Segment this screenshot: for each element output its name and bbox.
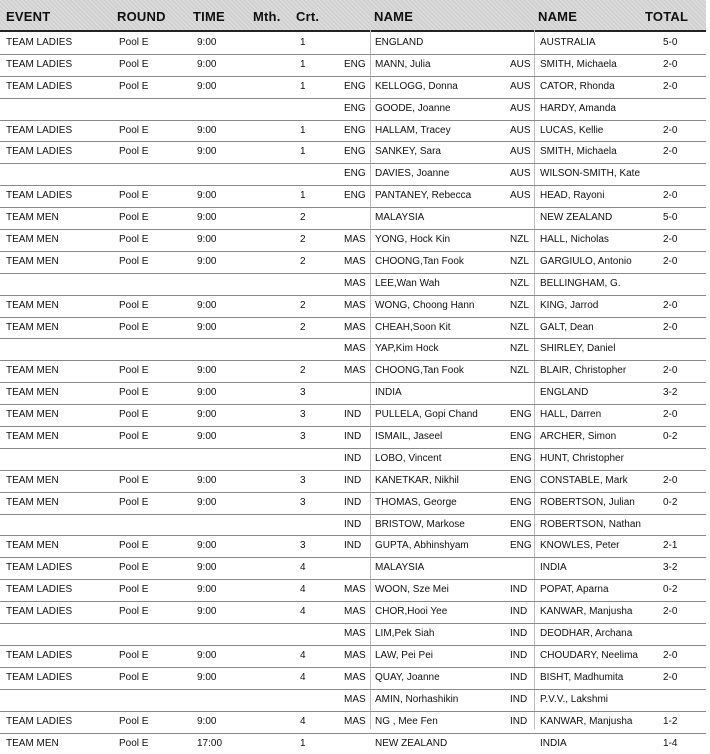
time-cell: 9:00 bbox=[197, 540, 216, 551]
round-cell: Pool E bbox=[119, 256, 148, 267]
country-code-2: NZL bbox=[510, 365, 529, 376]
court-cell: 1 bbox=[300, 146, 306, 157]
court-cell: 2 bbox=[300, 322, 306, 333]
total-cell: 0-2 bbox=[663, 497, 677, 508]
player-name-1: NEW ZEALAND bbox=[375, 738, 447, 749]
event-cell: TEAM MEN bbox=[6, 212, 59, 223]
country-code-1: ENG bbox=[344, 146, 366, 157]
event-cell: TEAM MEN bbox=[6, 409, 59, 420]
round-cell: Pool E bbox=[119, 672, 148, 683]
total-cell: 0-2 bbox=[663, 584, 677, 595]
player-name-2: NEW ZEALAND bbox=[540, 212, 612, 223]
table-row bbox=[0, 296, 706, 318]
country-code-1: MAS bbox=[344, 694, 366, 705]
total-cell: 2-0 bbox=[663, 125, 677, 136]
event-cell: TEAM MEN bbox=[6, 365, 59, 376]
time-cell: 9:00 bbox=[197, 146, 216, 157]
header-name-1: NAME bbox=[374, 9, 413, 24]
player-name-1: ENGLAND bbox=[375, 37, 423, 48]
player-name-1: CHOR,Hooi Yee bbox=[375, 606, 447, 617]
round-cell: Pool E bbox=[119, 497, 148, 508]
table-row bbox=[0, 646, 706, 668]
table-row bbox=[0, 318, 706, 340]
court-cell: 4 bbox=[300, 562, 306, 573]
header-court: Crt. bbox=[296, 9, 319, 24]
event-cell: TEAM MEN bbox=[6, 256, 59, 267]
player-name-1: CHOONG,Tan Fook bbox=[375, 365, 464, 376]
country-code-2: NZL bbox=[510, 322, 529, 333]
court-cell: 3 bbox=[300, 431, 306, 442]
table-row bbox=[0, 690, 706, 712]
player-name-1: KANETKAR, Nikhil bbox=[375, 475, 459, 486]
player-name-1: MANN, Julia bbox=[375, 59, 431, 70]
time-cell: 9:00 bbox=[197, 584, 216, 595]
round-cell: Pool E bbox=[119, 190, 148, 201]
event-cell: TEAM LADIES bbox=[6, 584, 72, 595]
player-name-1: MALAYSIA bbox=[375, 212, 424, 223]
player-name-1: WOON, Sze Mei bbox=[375, 584, 449, 595]
table-row bbox=[0, 668, 706, 690]
total-cell: 2-0 bbox=[663, 409, 677, 420]
round-cell: Pool E bbox=[119, 387, 148, 398]
round-cell: Pool E bbox=[119, 716, 148, 727]
player-name-1: CHEAH,Soon Kit bbox=[375, 322, 451, 333]
header-event: EVENT bbox=[6, 9, 50, 24]
table-row bbox=[0, 471, 706, 493]
country-code-2: AUS bbox=[510, 125, 531, 136]
country-code-1: MAS bbox=[344, 628, 366, 639]
player-name-2: POPAT, Aparna bbox=[540, 584, 609, 595]
table-row bbox=[0, 361, 706, 383]
round-cell: Pool E bbox=[119, 81, 148, 92]
time-cell: 9:00 bbox=[197, 190, 216, 201]
round-cell: Pool E bbox=[119, 650, 148, 661]
player-name-1: KELLOGG, Donna bbox=[375, 81, 458, 92]
court-cell: 1 bbox=[300, 738, 306, 749]
table-row bbox=[0, 536, 706, 558]
player-name-2: HEAD, Rayoni bbox=[540, 190, 604, 201]
time-cell: 9:00 bbox=[197, 716, 216, 727]
country-code-2: NZL bbox=[510, 300, 529, 311]
total-cell: 2-1 bbox=[663, 540, 677, 551]
court-cell: 3 bbox=[300, 475, 306, 486]
round-cell: Pool E bbox=[119, 322, 148, 333]
player-name-2: WILSON-SMITH, Kate bbox=[540, 168, 640, 179]
header-total: TOTAL bbox=[645, 9, 688, 24]
table-row bbox=[0, 208, 706, 230]
country-code-1: MAS bbox=[344, 606, 366, 617]
country-code-2: ENG bbox=[510, 453, 532, 464]
time-cell: 9:00 bbox=[197, 125, 216, 136]
event-cell: TEAM LADIES bbox=[6, 650, 72, 661]
event-cell: TEAM LADIES bbox=[6, 716, 72, 727]
player-name-1: CHOONG,Tan Fook bbox=[375, 256, 464, 267]
event-cell: TEAM MEN bbox=[6, 497, 59, 508]
table-row bbox=[0, 252, 706, 274]
table-row bbox=[0, 712, 706, 734]
header-match: Mth. bbox=[253, 9, 281, 24]
round-cell: Pool E bbox=[119, 59, 148, 70]
table-row bbox=[0, 427, 706, 449]
round-cell: Pool E bbox=[119, 300, 148, 311]
player-name-1: GOODE, Joanne bbox=[375, 103, 451, 114]
event-cell: TEAM LADIES bbox=[6, 606, 72, 617]
country-code-2: AUS bbox=[510, 59, 531, 70]
round-cell: Pool E bbox=[119, 606, 148, 617]
player-name-1: QUAY, Joanne bbox=[375, 672, 440, 683]
event-cell: TEAM LADIES bbox=[6, 672, 72, 683]
total-cell: 2-0 bbox=[663, 146, 677, 157]
round-cell: Pool E bbox=[119, 584, 148, 595]
time-cell: 9:00 bbox=[197, 300, 216, 311]
player-name-2: DEODHAR, Archana bbox=[540, 628, 632, 639]
court-cell: 4 bbox=[300, 716, 306, 727]
event-cell: TEAM MEN bbox=[6, 540, 59, 551]
event-cell: TEAM MEN bbox=[6, 300, 59, 311]
player-name-1: LOBO, Vincent bbox=[375, 453, 442, 464]
country-code-2: IND bbox=[510, 650, 527, 661]
results-table bbox=[0, 33, 706, 754]
player-name-2: BLAIR, Christopher bbox=[540, 365, 626, 376]
player-name-2: GALT, Dean bbox=[540, 322, 594, 333]
player-name-2: ROBERTSON, Julian bbox=[540, 497, 635, 508]
player-name-2: CATOR, Rhonda bbox=[540, 81, 615, 92]
time-cell: 9:00 bbox=[197, 59, 216, 70]
player-name-1: GUPTA, Abhinshyam bbox=[375, 540, 469, 551]
table-row bbox=[0, 515, 706, 537]
player-name-2: P.V.V., Lakshmi bbox=[540, 694, 608, 705]
total-cell: 2-0 bbox=[663, 672, 677, 683]
court-cell: 2 bbox=[300, 256, 306, 267]
player-name-2: HUNT, Christopher bbox=[540, 453, 624, 464]
table-row bbox=[0, 624, 706, 646]
table-row bbox=[0, 383, 706, 405]
country-code-2: AUS bbox=[510, 81, 531, 92]
country-code-2: ENG bbox=[510, 431, 532, 442]
table-row bbox=[0, 274, 706, 296]
round-cell: Pool E bbox=[119, 409, 148, 420]
player-name-1: PULLELA, Gopi Chand bbox=[375, 409, 478, 420]
table-row bbox=[0, 405, 706, 427]
country-code-1: IND bbox=[344, 453, 361, 464]
country-code-1: MAS bbox=[344, 256, 366, 267]
country-code-2: NZL bbox=[510, 234, 529, 245]
player-name-1: LIM,Pek Siah bbox=[375, 628, 434, 639]
total-cell: 2-0 bbox=[663, 59, 677, 70]
court-cell: 1 bbox=[300, 81, 306, 92]
court-cell: 2 bbox=[300, 300, 306, 311]
player-name-1: AMIN, Norhashikin bbox=[375, 694, 458, 705]
time-cell: 9:00 bbox=[197, 475, 216, 486]
total-cell: 3-2 bbox=[663, 562, 677, 573]
country-code-1: IND bbox=[344, 431, 361, 442]
country-code-1: IND bbox=[344, 475, 361, 486]
time-cell: 9:00 bbox=[197, 234, 216, 245]
player-name-2: AUSTRALIA bbox=[540, 37, 596, 48]
round-cell: Pool E bbox=[119, 212, 148, 223]
country-code-2: NZL bbox=[510, 278, 529, 289]
table-row bbox=[0, 186, 706, 208]
total-cell: 2-0 bbox=[663, 81, 677, 92]
round-cell: Pool E bbox=[119, 540, 148, 551]
player-name-2: GARGIULO, Antonio bbox=[540, 256, 632, 267]
round-cell: Pool E bbox=[119, 146, 148, 157]
country-code-1: MAS bbox=[344, 278, 366, 289]
event-cell: TEAM LADIES bbox=[6, 125, 72, 136]
total-cell: 2-0 bbox=[663, 234, 677, 245]
player-name-1: YONG, Hock Kin bbox=[375, 234, 450, 245]
player-name-1: ISMAIL, Jaseel bbox=[375, 431, 442, 442]
player-name-1: WONG, Choong Hann bbox=[375, 300, 475, 311]
country-code-2: IND bbox=[510, 672, 527, 683]
player-name-2: HALL, Darren bbox=[540, 409, 601, 420]
time-cell: 9:00 bbox=[197, 650, 216, 661]
table-row bbox=[0, 230, 706, 252]
total-cell: 2-0 bbox=[663, 300, 677, 311]
player-name-2: BISHT, Madhumita bbox=[540, 672, 623, 683]
country-code-1: ENG bbox=[344, 125, 366, 136]
total-cell: 3-2 bbox=[663, 387, 677, 398]
player-name-1: LEE,Wan Wah bbox=[375, 278, 440, 289]
court-cell: 4 bbox=[300, 672, 306, 683]
table-row bbox=[0, 99, 706, 121]
player-name-1: NG , Mee Fen bbox=[375, 716, 438, 727]
court-cell: 2 bbox=[300, 234, 306, 245]
total-cell: 5-0 bbox=[663, 212, 677, 223]
country-code-2: IND bbox=[510, 628, 527, 639]
player-name-2: KNOWLES, Peter bbox=[540, 540, 619, 551]
table-row bbox=[0, 55, 706, 77]
player-name-1: BRISTOW, Markose bbox=[375, 519, 465, 530]
time-cell: 9:00 bbox=[197, 322, 216, 333]
country-code-1: MAS bbox=[344, 343, 366, 354]
player-name-1: DAVIES, Joanne bbox=[375, 168, 449, 179]
country-code-1: MAS bbox=[344, 322, 366, 333]
player-name-1: INDIA bbox=[375, 387, 402, 398]
round-cell: Pool E bbox=[119, 431, 148, 442]
court-cell: 4 bbox=[300, 650, 306, 661]
table-row bbox=[0, 734, 706, 754]
time-cell: 9:00 bbox=[197, 81, 216, 92]
country-code-2: NZL bbox=[510, 256, 529, 267]
country-code-1: MAS bbox=[344, 365, 366, 376]
total-cell: 1-2 bbox=[663, 716, 677, 727]
event-cell: TEAM LADIES bbox=[6, 146, 72, 157]
country-code-2: IND bbox=[510, 694, 527, 705]
header-round: ROUND bbox=[117, 9, 166, 24]
country-code-1: MAS bbox=[344, 584, 366, 595]
time-cell: 9:00 bbox=[197, 387, 216, 398]
country-code-1: ENG bbox=[344, 81, 366, 92]
time-cell: 9:00 bbox=[197, 365, 216, 376]
time-cell: 17:00 bbox=[197, 738, 222, 749]
court-cell: 3 bbox=[300, 497, 306, 508]
player-name-2: INDIA bbox=[540, 738, 567, 749]
table-row bbox=[0, 602, 706, 624]
court-cell: 1 bbox=[300, 190, 306, 201]
table-row bbox=[0, 558, 706, 580]
country-code-2: ENG bbox=[510, 519, 532, 530]
round-cell: Pool E bbox=[119, 365, 148, 376]
player-name-1: YAP,Kim Hock bbox=[375, 343, 439, 354]
court-cell: 4 bbox=[300, 584, 306, 595]
court-cell: 1 bbox=[300, 59, 306, 70]
country-code-1: IND bbox=[344, 497, 361, 508]
country-code-1: MAS bbox=[344, 234, 366, 245]
country-code-2: ENG bbox=[510, 409, 532, 420]
country-code-2: NZL bbox=[510, 343, 529, 354]
player-name-2: INDIA bbox=[540, 562, 567, 573]
country-code-2: ENG bbox=[510, 540, 532, 551]
court-cell: 3 bbox=[300, 387, 306, 398]
country-code-1: ENG bbox=[344, 190, 366, 201]
player-name-2: SMITH, Michaela bbox=[540, 146, 617, 157]
court-cell: 3 bbox=[300, 540, 306, 551]
court-cell: 1 bbox=[300, 37, 306, 48]
event-cell: TEAM LADIES bbox=[6, 37, 72, 48]
player-name-2: LUCAS, Kellie bbox=[540, 125, 603, 136]
player-name-2: KING, Jarrod bbox=[540, 300, 598, 311]
table-row bbox=[0, 142, 706, 164]
time-cell: 9:00 bbox=[197, 256, 216, 267]
time-cell: 9:00 bbox=[197, 497, 216, 508]
total-cell: 2-0 bbox=[663, 322, 677, 333]
round-cell: Pool E bbox=[119, 37, 148, 48]
table-row bbox=[0, 77, 706, 99]
table-row bbox=[0, 164, 706, 186]
header-name-2: NAME bbox=[538, 9, 577, 24]
country-code-2: IND bbox=[510, 606, 527, 617]
player-name-2: CONSTABLE, Mark bbox=[540, 475, 628, 486]
court-cell: 3 bbox=[300, 409, 306, 420]
table-row bbox=[0, 33, 706, 55]
total-cell: 2-0 bbox=[663, 475, 677, 486]
event-cell: TEAM MEN bbox=[6, 475, 59, 486]
event-cell: TEAM LADIES bbox=[6, 59, 72, 70]
total-cell: 2-0 bbox=[663, 190, 677, 201]
total-cell: 2-0 bbox=[663, 256, 677, 267]
country-code-1: ENG bbox=[344, 59, 366, 70]
time-cell: 9:00 bbox=[197, 672, 216, 683]
country-code-1: IND bbox=[344, 519, 361, 530]
player-name-1: LAW, Pei Pei bbox=[375, 650, 433, 661]
country-code-1: MAS bbox=[344, 300, 366, 311]
player-name-1: PANTANEY, Rebecca bbox=[375, 190, 471, 201]
event-cell: TEAM MEN bbox=[6, 234, 59, 245]
country-code-1: MAS bbox=[344, 716, 366, 727]
court-cell: 4 bbox=[300, 606, 306, 617]
player-name-2: ROBERTSON, Nathan bbox=[540, 519, 641, 530]
player-name-2: SHIRLEY, Daniel bbox=[540, 343, 615, 354]
time-cell: 9:00 bbox=[197, 562, 216, 573]
country-code-2: IND bbox=[510, 716, 527, 727]
event-cell: TEAM LADIES bbox=[6, 190, 72, 201]
country-code-1: ENG bbox=[344, 103, 366, 114]
event-cell: TEAM MEN bbox=[6, 431, 59, 442]
table-row bbox=[0, 493, 706, 515]
country-code-2: AUS bbox=[510, 146, 531, 157]
player-name-2: KANWAR, Manjusha bbox=[540, 716, 632, 727]
round-cell: Pool E bbox=[119, 738, 148, 749]
player-name-1: MALAYSIA bbox=[375, 562, 424, 573]
country-code-2: AUS bbox=[510, 168, 531, 179]
player-name-2: KANWAR, Manjusha bbox=[540, 606, 632, 617]
table-row bbox=[0, 121, 706, 143]
court-cell: 2 bbox=[300, 212, 306, 223]
country-code-1: IND bbox=[344, 540, 361, 551]
round-cell: Pool E bbox=[119, 234, 148, 245]
round-cell: Pool E bbox=[119, 562, 148, 573]
country-code-2: ENG bbox=[510, 497, 532, 508]
total-cell: 5-0 bbox=[663, 37, 677, 48]
table-row bbox=[0, 339, 706, 361]
player-name-2: CHOUDARY, Neelima bbox=[540, 650, 638, 661]
country-code-1: MAS bbox=[344, 650, 366, 661]
event-cell: TEAM LADIES bbox=[6, 562, 72, 573]
round-cell: Pool E bbox=[119, 125, 148, 136]
country-code-2: AUS bbox=[510, 190, 531, 201]
time-cell: 9:00 bbox=[197, 212, 216, 223]
time-cell: 9:00 bbox=[197, 431, 216, 442]
country-code-1: IND bbox=[344, 409, 361, 420]
country-code-2: ENG bbox=[510, 475, 532, 486]
event-cell: TEAM LADIES bbox=[6, 81, 72, 92]
table-row bbox=[0, 449, 706, 471]
player-name-2: HALL, Nicholas bbox=[540, 234, 609, 245]
table-row bbox=[0, 580, 706, 602]
time-cell: 9:00 bbox=[197, 37, 216, 48]
player-name-2: BELLINGHAM, G. bbox=[540, 278, 621, 289]
player-name-1: HALLAM, Tracey bbox=[375, 125, 451, 136]
player-name-1: THOMAS, George bbox=[375, 497, 457, 508]
country-code-1: MAS bbox=[344, 672, 366, 683]
country-code-1: ENG bbox=[344, 168, 366, 179]
country-code-2: IND bbox=[510, 584, 527, 595]
table-header bbox=[0, 0, 706, 32]
event-cell: TEAM MEN bbox=[6, 738, 59, 749]
time-cell: 9:00 bbox=[197, 606, 216, 617]
court-cell: 2 bbox=[300, 365, 306, 376]
total-cell: 0-2 bbox=[663, 431, 677, 442]
round-cell: Pool E bbox=[119, 475, 148, 486]
player-name-1: SANKEY, Sara bbox=[375, 146, 441, 157]
player-name-2: ARCHER, Simon bbox=[540, 431, 616, 442]
player-name-2: SMITH, Michaela bbox=[540, 59, 617, 70]
event-cell: TEAM MEN bbox=[6, 387, 59, 398]
total-cell: 2-0 bbox=[663, 650, 677, 661]
total-cell: 2-0 bbox=[663, 606, 677, 617]
player-name-2: HARDY, Amanda bbox=[540, 103, 616, 114]
country-code-2: AUS bbox=[510, 103, 531, 114]
time-cell: 9:00 bbox=[197, 409, 216, 420]
court-cell: 1 bbox=[300, 125, 306, 136]
event-cell: TEAM MEN bbox=[6, 322, 59, 333]
player-name-2: ENGLAND bbox=[540, 387, 588, 398]
total-cell: 2-0 bbox=[663, 365, 677, 376]
header-time: TIME bbox=[193, 9, 225, 24]
total-cell: 1-4 bbox=[663, 738, 677, 749]
